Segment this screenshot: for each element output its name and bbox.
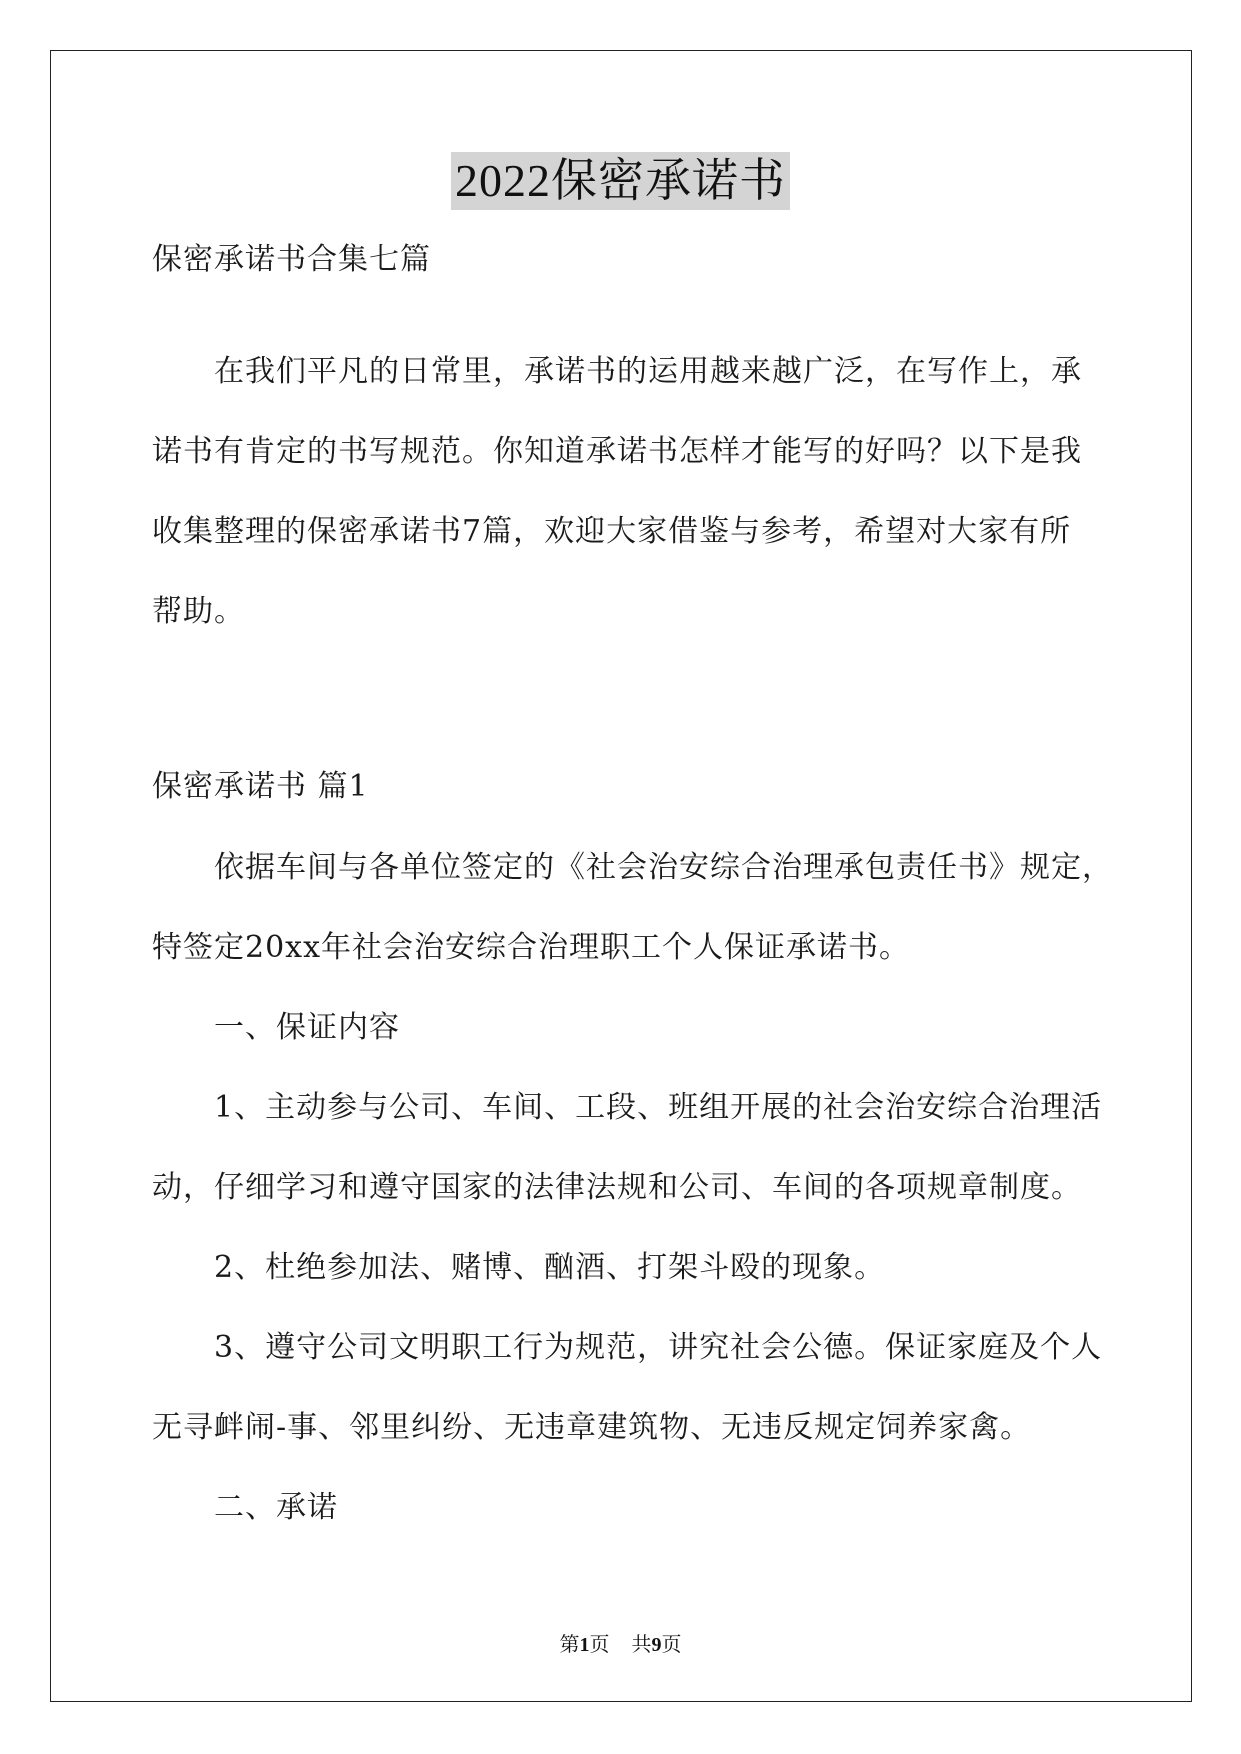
body-line: 动，仔细学习和遵守国家的法律法规和公司、车间的各项规章制度。 [152, 1170, 1082, 1205]
document-subtitle: 保密承诺书合集七篇 [152, 242, 431, 277]
page-current: 1 [579, 1634, 590, 1656]
body-line: 依据车间与各单位签定的《社会治安综合治理承包责任书》规定， [214, 850, 1113, 885]
intro-line: 在我们平凡的日常里，承诺书的运用越来越广泛，在写作上，承 [214, 354, 1082, 389]
page-total: 9 [651, 1634, 662, 1656]
section-heading: 保密承诺书 篇1 [152, 769, 369, 804]
page-footer [0, 1632, 1241, 1658]
body-line: 二、承诺 [214, 1490, 338, 1525]
total-prefix: 共 [631, 1634, 652, 1656]
body-line: 3、遵守公司文明职工行为规范，讲究社会公德。保证家庭及个人 [214, 1330, 1103, 1365]
body-line: 2、杜绝参加法、赌博、酗酒、打架斗殴的现象。 [214, 1250, 886, 1285]
total-suffix: 页 [661, 1634, 682, 1656]
title-block [0, 152, 1241, 210]
page-suffix: 页 [589, 1634, 610, 1656]
body-line: 一、保证内容 [214, 1010, 400, 1045]
intro-line: 收集整理的保密承诺书7篇，欢迎大家借鉴与参考，希望对大家有所 [152, 514, 1072, 549]
body-line: 1、主动参与公司、车间、工段、班组开展的社会治安综合治理活 [214, 1090, 1103, 1125]
body-line: 特签定20xx年社会治安综合治理职工个人保证承诺书。 [152, 930, 911, 965]
intro-line: 帮助。 [152, 594, 245, 629]
intro-line: 诺书有肯定的书写规范。你知道承诺书怎样才能写的好吗？以下是我 [152, 434, 1082, 469]
page-prefix: 第 [559, 1634, 580, 1656]
document-title: 2022保密承诺书 [451, 152, 790, 210]
body-line: 无寻衅闹-事、邻里纠纷、无违章建筑物、无违反规定饲养家禽。 [152, 1410, 1032, 1445]
